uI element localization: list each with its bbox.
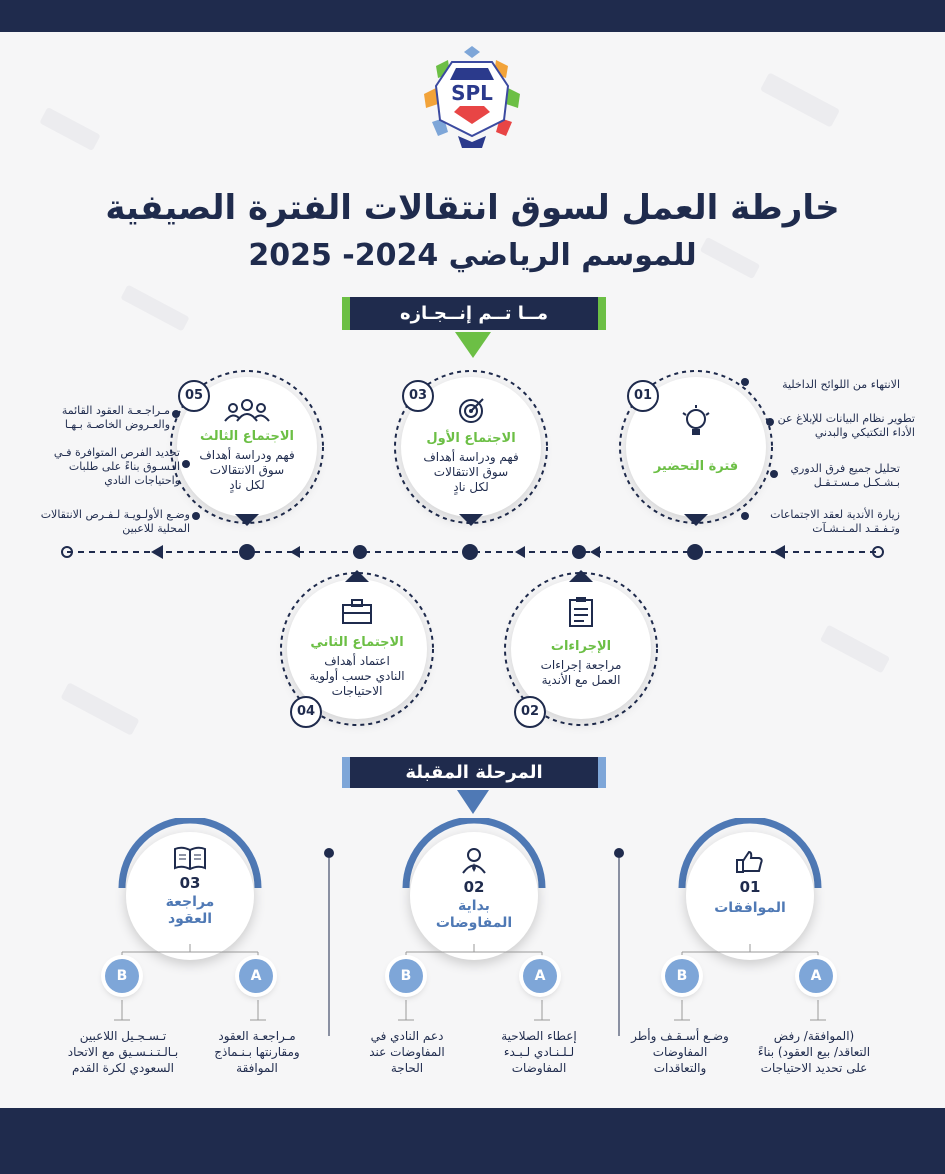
- section-banner-next: المرحلة المقبلة: [342, 757, 606, 788]
- meeting-note: وضـع الأولـويـة لـفـرص الانتقالات المحلية للاعبين: [40, 508, 190, 535]
- page-title: خارطة العمل لسوق انتقالات الفترة الصيفية: [105, 188, 840, 228]
- briefcase-icon: [341, 599, 373, 625]
- next-stage-title: مراجعة العقود: [165, 894, 215, 927]
- background-decoration: [120, 285, 189, 332]
- next-stage-item-a: إعطاء الصلاحية لـلـنـادي لـبـدء المفاوضات: [501, 1029, 577, 1075]
- stage-pointer-icon: [569, 570, 593, 582]
- stage-number: 04: [290, 696, 322, 728]
- team-icon: [224, 399, 270, 423]
- next-stage-02: [410, 832, 538, 960]
- spl-logo: [412, 38, 532, 158]
- stage-pointer-icon: [684, 514, 708, 526]
- section-arrow-icon: [457, 790, 489, 814]
- section-banner-done: مــا تــم إنــجـازه: [342, 297, 606, 330]
- checklist-icon: [568, 597, 594, 627]
- meeting-note: تحديد الفرص المتوافرة فـي الـسـوق بناءً على طلبات واحتياجات النادي: [53, 446, 180, 487]
- stage-card-01: [615, 366, 777, 528]
- stage-text: فهم ودراسة أهداف سوق الانتقالات لكل نادٍ: [423, 450, 519, 494]
- next-stage-item-a: مـراجعـة العقود ومقارنتها بـنـماذج الموافقة: [214, 1029, 300, 1075]
- note-dot: [770, 470, 778, 478]
- note-dot: [741, 378, 749, 386]
- stage-title: فترة التحضير: [653, 459, 739, 474]
- meeting-note: مـراجـعـة العقود القائمة والعـروض الخاصـة بـهـا: [61, 404, 170, 431]
- option-a-badge: A: [239, 959, 273, 993]
- stage-pointer-icon: [235, 514, 259, 526]
- stage-card-04: [276, 568, 438, 730]
- stage-card-03: [390, 366, 552, 528]
- stage-card-02: [500, 568, 662, 730]
- stage-pointer-icon: [345, 570, 369, 582]
- note-dot: [182, 460, 190, 468]
- section-divider: [614, 848, 624, 1038]
- next-stage-title: بداية المفاوضات: [435, 898, 513, 931]
- section-divider: [324, 848, 334, 1038]
- background-decoration: [39, 107, 100, 151]
- option-b-badge: B: [105, 959, 139, 993]
- prep-note: تحليل جميع فرق الدوري بـشـكـل مـسـتـقـل: [790, 462, 900, 489]
- next-stage-01: [686, 832, 814, 960]
- stage-pointer-icon: [459, 514, 483, 526]
- stage-card-05: [166, 366, 328, 528]
- stage-text: فهم ودراسة أهداف سوق الانتقالات لكل نادٍ: [199, 448, 295, 492]
- prep-note: الانتهاء من اللوائح الداخلية: [782, 378, 900, 391]
- stage-title: الاجتماع الثاني: [310, 635, 404, 650]
- stage-title: الاجتماع الأول: [426, 431, 516, 446]
- bottom-bar: [0, 1108, 945, 1174]
- section-arrow-icon: [455, 332, 491, 358]
- page-subtitle: للموسم الرياضي 2024- 2025: [248, 238, 697, 273]
- next-stage-item-a: (الموافقة/ رفض التعاقد/ بيع العقود) بناءً على تحديد الاحتياجات: [757, 1029, 871, 1075]
- background-decoration: [760, 72, 840, 127]
- stage-number: 01: [627, 380, 659, 412]
- timeline-line: [55, 540, 890, 564]
- note-dot: [741, 512, 749, 520]
- stage-number: 02: [514, 696, 546, 728]
- stage-number: 03: [402, 380, 434, 412]
- prep-note: زيارة الأندية لعقد الاجتماعات وتـفـقـد المـنـشـآت: [770, 508, 900, 535]
- logo-text: SPL: [451, 81, 493, 105]
- thumbs-up-icon: [735, 850, 765, 874]
- background-decoration: [820, 625, 890, 674]
- option-b-badge: B: [665, 959, 699, 993]
- prep-note: تطوير نظام البيانات للإبلاغ عن الأداء التكتيكي والبدني: [777, 412, 915, 439]
- next-stage-item-b: وضـع أسـقـف وأطر المفاوضات والتعاقدات: [631, 1029, 729, 1075]
- stage-title: الاجتماع الثالث: [200, 429, 294, 444]
- businessman-icon: [462, 848, 486, 874]
- lightbulb-icon: [681, 405, 711, 441]
- book-icon: [173, 846, 207, 870]
- note-dot: [192, 512, 200, 520]
- stage-text: اعتماد أهداف النادي حسب أولوية الاحتياجات: [309, 654, 405, 698]
- next-stage-number: 03: [179, 874, 201, 892]
- note-dot: [766, 418, 774, 426]
- next-stage-item-b: تـسـجـيل اللاعبين بـالـتـنـسـيق مع الاتحاد السعودي لكرة القدم: [67, 1029, 179, 1075]
- top-bar: [0, 0, 945, 32]
- stage-title: الإجراءات: [550, 639, 612, 654]
- stage-text: مراجعة إجراءات العمل مع الأندية: [540, 658, 622, 687]
- next-stage-03: [126, 832, 254, 960]
- next-stage-number: 02: [463, 878, 485, 896]
- option-a-badge: A: [799, 959, 833, 993]
- next-stage-item-b: دعم النادي في المفاوضات عند الحاجة: [369, 1029, 445, 1075]
- target-icon: [457, 397, 485, 425]
- option-b-badge: B: [389, 959, 423, 993]
- option-a-badge: A: [523, 959, 557, 993]
- next-stage-number: 01: [739, 878, 761, 896]
- stage-number: 05: [178, 380, 210, 412]
- note-dot: [172, 410, 180, 418]
- next-stage-title: الموافقات: [714, 900, 786, 916]
- background-decoration: [60, 682, 139, 735]
